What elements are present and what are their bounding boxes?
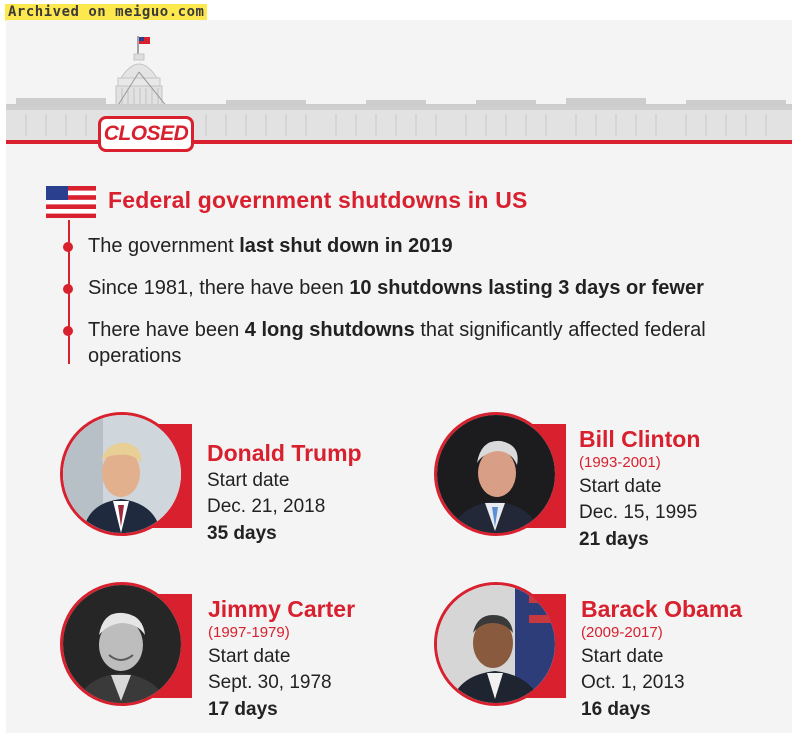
bullet-item	[88, 233, 748, 259]
term-years: (2009-2017)	[581, 624, 663, 641]
portrait-frame	[434, 412, 564, 542]
infographic-panel	[6, 20, 792, 733]
start-date-label: Start date	[208, 646, 291, 667]
portrait-frame	[60, 582, 190, 712]
bullet-item	[88, 275, 748, 301]
start-date-label: Start date	[207, 470, 290, 491]
portrait-photo	[60, 582, 184, 706]
bullet-emphasis: 4 long shutdowns	[244, 319, 415, 341]
president-name: Bill Clinton	[579, 426, 701, 452]
bullet-dot	[63, 242, 73, 252]
president-card-obama	[434, 582, 774, 720]
capitol-header	[6, 20, 792, 150]
bullet-text: There have been	[88, 319, 245, 341]
start-date-value: Oct. 1, 2013	[581, 672, 685, 693]
shutdown-duration: 16 days	[581, 699, 651, 720]
portrait-photo	[60, 412, 184, 536]
bullet-emphasis: 10 shutdowns lasting 3 days or fewer	[349, 277, 704, 299]
us-flag-icon	[46, 186, 96, 218]
bullet-emphasis: last shut down in 2019	[239, 235, 453, 257]
start-date-value: Dec. 15, 1995	[579, 502, 698, 523]
portrait-photo	[434, 582, 558, 706]
shutdown-duration: 21 days	[579, 529, 649, 550]
president-card-carter	[60, 582, 400, 720]
president-name: Donald Trump	[207, 440, 362, 466]
president-card-clinton	[434, 412, 774, 550]
bullet-item	[88, 317, 708, 369]
bullet-text: The government	[88, 235, 240, 257]
archive-watermark: Archived on meiguo.com	[5, 4, 207, 21]
portrait-photo	[434, 412, 558, 536]
portrait-frame	[60, 412, 190, 542]
term-years: (1993-2001)	[579, 454, 661, 471]
president-name: Barack Obama	[581, 596, 743, 622]
president-card-trump	[60, 412, 400, 542]
bullet-dot	[63, 284, 73, 294]
page-title: Federal government shutdowns in US	[108, 187, 528, 213]
bullet-text: Since 1981, there have been	[88, 277, 350, 299]
bullet-dot	[63, 326, 73, 336]
start-date-label: Start date	[581, 646, 664, 667]
portrait-frame	[434, 582, 564, 712]
start-date-value: Sept. 30, 1978	[208, 672, 332, 693]
shutdown-duration: 35 days	[207, 523, 277, 544]
start-date-label: Start date	[579, 476, 662, 497]
term-years: (1997-1979)	[208, 624, 290, 641]
bullet-text: that significantly affected federal operations	[88, 319, 706, 367]
president-name: Jimmy Carter	[208, 596, 356, 622]
shutdown-duration: 17 days	[208, 699, 278, 720]
start-date-value: Dec. 21, 2018	[207, 496, 326, 517]
closed-sign: CLOSED	[98, 116, 194, 152]
